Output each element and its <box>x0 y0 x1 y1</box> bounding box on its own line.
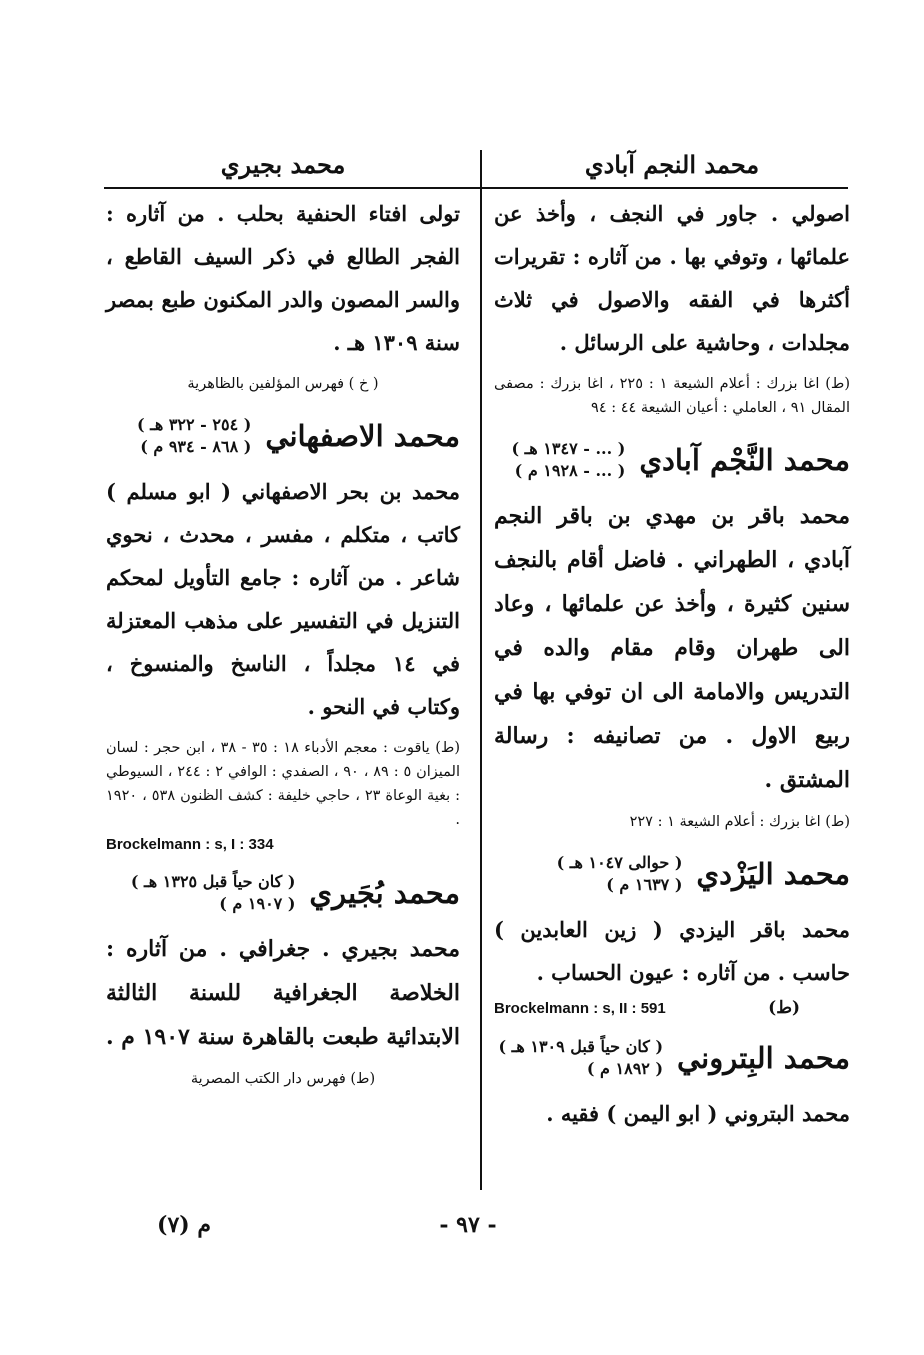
entry-name: محمد بُجَيري <box>309 876 460 910</box>
hijri-dates: ( ... - ١٣٤٧ هـ ) <box>511 439 626 458</box>
gregorian-dates: ( ٨٦٨ - ٩٣٤ م ) <box>140 437 252 456</box>
header-rule <box>104 187 848 189</box>
entry-text: محمد باقر اليزدي ( زين العابدين ) حاسب . من آثاره : عيون الحساب . <box>494 917 850 985</box>
entry-name: محمد البِتروني <box>677 1041 850 1075</box>
hijri-dates: ( كان حياً قبل ١٣٠٩ هـ ) <box>498 1037 664 1056</box>
entry-heading <box>106 871 460 915</box>
column-divider <box>480 150 482 1190</box>
entry-text: محمد باقر بن مهدي بن باقر النجم آبادي ، الطهراني . فاضل أقام بالنجف سنين كثيرة ، وأخذ عن علمائها ، وعاد الى طهران وقام مقام والده في التدريس والامامة الى ان توفي بها في ربيع الاول . من تصانيفه : رسالة المشتق . <box>494 503 850 793</box>
entry-heading <box>494 852 850 896</box>
latin-reference-row <box>494 998 850 1018</box>
entry-heading <box>106 414 460 458</box>
hijri-dates: ( حوالى ١٠٤٧ هـ ) <box>556 853 683 872</box>
hijri-dates: ( ٢٥٤ - ٣٢٢ هـ ) <box>136 415 252 434</box>
page-number: - ٩٧ - <box>439 1212 497 1238</box>
left-column-header: محمد بجيري <box>220 150 346 179</box>
continued-entry-text: اصولي . جاور في النجف ، وأخذ عن علمائها ، وتوفي بها . من آثاره : تقريرات أكثرها في الفقه والاصول في ثلاث مجلدات ، وحاشية على الرسائل . <box>494 201 850 355</box>
right-column <box>494 192 850 1135</box>
entry-dates <box>131 871 296 915</box>
gregorian-dates: ( ١٨٩٢ م ) <box>586 1059 664 1078</box>
signature-mark: م (٧) <box>157 1212 211 1238</box>
entry-sources: (ط) اغا بزرك : أعلام الشيعة ١ : ٢٢٧ <box>629 814 850 830</box>
right-column-header: محمد النجم آبادي <box>584 150 760 179</box>
gregorian-dates: ( ١٩٠٧ م ) <box>219 894 296 913</box>
source-tag: (ط) <box>768 998 800 1018</box>
entry-name: محمد النَّجْم آبادي <box>639 443 850 477</box>
entry-heading <box>494 438 850 482</box>
entry-dates <box>557 852 683 896</box>
gregorian-dates: ( ... - ١٩٢٨ م ) <box>514 461 626 480</box>
latin-reference: Brockelmann : s, II : 591 <box>494 999 666 1017</box>
entry-heading <box>494 1036 850 1080</box>
entry-name: محمد اليَزْدي <box>696 857 850 891</box>
entry-text: محمد بن بحر الاصفهاني ( ابو مسلم ) كاتب ، متكلم ، مفسر ، محدث ، نحوي شاعر . من آثاره : جامع التأويل لمحكم التنزيل في التفسير على مذهب المعتزلة في ١٤ مجلداً ، الناسخ والمنسوخ ، وكتاب في النحو . <box>106 479 460 719</box>
entry-dates <box>499 1036 664 1080</box>
continued-entry-text: تولى افتاء الحنفية بحلب . من آثاره : الفجر الطالع في ذكر السيف القاطع ، والسر المصون والدر المكنون طبع بمصر سنة ١٣٠٩ هـ . <box>106 201 460 355</box>
entry-text: محمد بجيري . جغرافي . من آثاره : الخلاصة الجغرافية للسنة الثالثة الابتدائية طبعت بالقاهرة سنة ١٩٠٧ م . <box>105 936 460 1050</box>
latin-reference: Brockelmann : s, I : 334 <box>106 836 274 853</box>
hijri-dates: ( كان حياً قبل ١٣٢٥ هـ ) <box>130 872 296 891</box>
gregorian-dates: ( ١٦٣٧ م ) <box>606 875 683 894</box>
continued-entry-sources: ( خ ) فهرس المؤلفين بالظاهرية <box>187 376 379 392</box>
entry-sources: (ط) فهرس دار الكتب المصرية <box>190 1071 376 1087</box>
entry-sources: (ط) ياقوت : معجم الأدباء ١٨ : ٣٥ - ٣٨ ، ابن حجر : لسان الميزان ٥ : ٨٩ ، ٩٠ ، الصفدي : الوافي ٢ : ٢٤٤ ، السيوطي : بغية الوعاة ٢٣ ، حاجي خليفة : كشف الظنون ٥٣٨ ، ١٩٢٠ . <box>106 740 460 828</box>
entry-dates <box>137 414 251 458</box>
left-column <box>106 192 460 1091</box>
entry-name: محمد الاصفهاني <box>265 419 460 453</box>
entry-text: محمد البتروني ( ابو اليمن ) فقيه . <box>546 1101 850 1126</box>
continued-entry-sources: (ط) اغا بزرك : أعلام الشيعة ١ : ٢٢٥ ، اغا بزرك : مصفى المقال ٩١ ، العاملي : أعيان الشيعة ٤٤ : ٩٤ <box>494 376 850 416</box>
entry-dates <box>511 438 625 482</box>
